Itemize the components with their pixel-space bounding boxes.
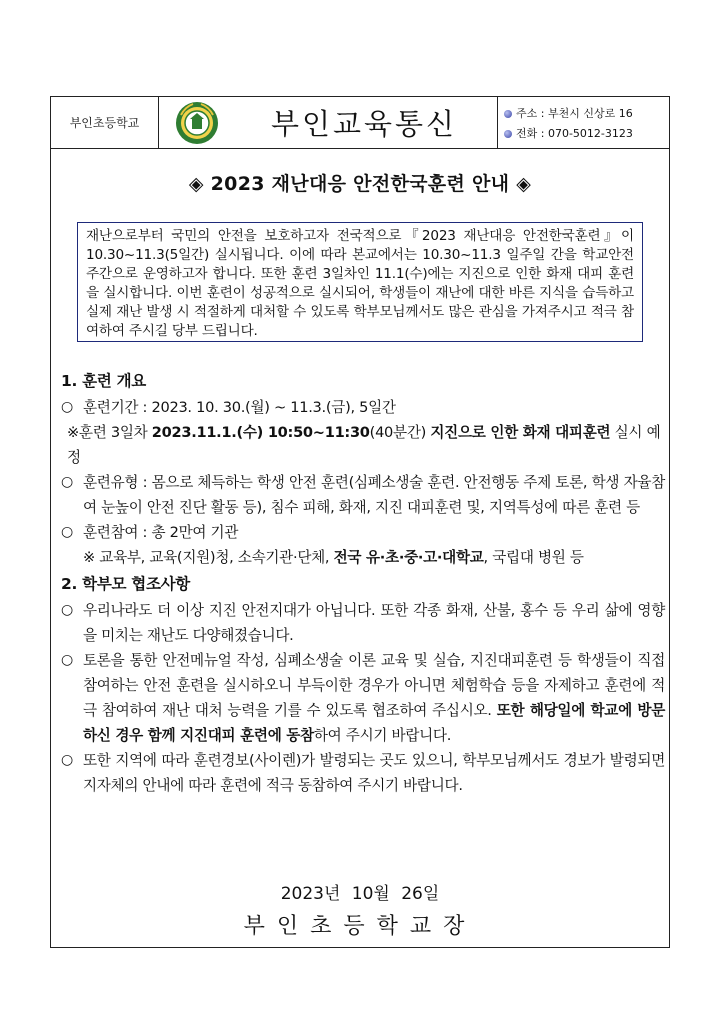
issue-date: 2023년 10월 26일 — [280, 884, 440, 904]
section-2-heading: 2. 학부모 협조사항 — [61, 575, 190, 593]
item2-suffix: 하여 주시기 바랍니다. — [313, 727, 452, 744]
list-item — [61, 648, 665, 748]
note-drill: 지진으로 인한 화재 대피훈련 — [430, 424, 611, 441]
bullet-dot-icon — [504, 130, 512, 138]
circle-bullet-icon: ○ — [61, 652, 73, 668]
part-note-bold: 전국 유·초·중·고·대학교 — [333, 549, 484, 566]
school-name: 부인초등학교 — [51, 97, 159, 148]
part-note-suffix: , 국립대 병원 등 — [483, 549, 584, 566]
list-item — [61, 395, 665, 420]
parent-item-1: 우리나라도 더 이상 지진 안전지대가 아닙니다. 또한 각종 화재, 산불, 홍수 등 우리 삶에 영향을 미치는 재난도 다양해졌습니다. — [83, 602, 665, 644]
item2-bold: 또한 해당일에 학교에 방문하신 경우 함께 지진대피 훈련에 동참 — [83, 702, 666, 744]
newsletter-header — [51, 97, 669, 149]
document-title: ◈ 2023 재난대응 안전한국훈련 안내 ◈ — [188, 173, 532, 195]
part-note-prefix: ※ 교육부, 교육(지원)청, 소속기관·단체, — [83, 549, 334, 566]
bullet-dot-icon — [504, 110, 512, 118]
parent-item-3: 또한 지역에 따라 훈련경보(사이렌)가 발령되는 곳도 있으니, 학부모님께서도 경보가 발령되면 지자체의 안내에 따라 훈련에 적극 동참하여 주시기 바랍니다. — [83, 752, 665, 794]
section-1-heading: 1. 훈련 개요 — [61, 372, 146, 390]
training-period: 훈련기간 : 2023. 10. 30.(월) ~ 11.3.(금), 5일간 — [83, 399, 396, 416]
training-note — [61, 420, 665, 470]
note-prefix: ※훈련 3일차 — [67, 424, 152, 441]
newsletter-frame — [50, 96, 670, 948]
list-item — [61, 520, 665, 545]
circle-bullet-icon: ○ — [61, 602, 73, 618]
circle-bullet-icon: ○ — [61, 524, 73, 540]
note-suffix: 실시 예정 — [67, 424, 661, 466]
note-duration: (40분간) — [369, 424, 431, 441]
school-emblem-icon — [175, 101, 219, 145]
intro-box: 재난으로부터 국민의 안전을 보호하고자 전국적으로『2023 재난대응 안전한국훈련』이 10.30~11.3(5일간) 실시됩니다. 이에 따라 본교에서는 10.30~11.3 일주일 간을 학교안전주간으로 운영하고자 합니다. 또한 훈련 3일차인 11.1(수)에는 지진으로 인한 화재 대피 훈련을 실시합니다. 이번 훈련이 성공적으로 실시되어, 학생들이 재난에 대한 바른 지식을 습득하고 실제 재난 발생 시 적절하게 대처할 수 있도록 학부모님께서도 많은 관심을 가져주시고 적극 참여하여 주시길 당부 드립니다. — [77, 222, 643, 342]
note-date: 2023.11.1.(수) 10:50~11:30 — [151, 424, 370, 441]
list-item — [61, 748, 665, 798]
circle-bullet-icon: ○ — [61, 474, 73, 490]
circle-bullet-icon: ○ — [61, 752, 73, 768]
list-item — [61, 598, 665, 648]
address-text: 주소 : 부천시 신상로 16 — [516, 107, 633, 120]
newsletter-title: 부인교육통신 — [270, 107, 458, 141]
participation-note — [61, 545, 665, 570]
circle-bullet-icon: ○ — [61, 399, 73, 415]
item2-prefix: 토론을 통한 안전메뉴얼 작성, 심폐소생술 이론 교육 및 실습, 지진대피훈련 등 학생들이 직접 참여하는 안전 훈련을 실시하오니 부득이한 경우가 아니면 체험학습 등을 자제하고 훈련에 적극 참여하여 재난 대처 능력을 기를 수 있도록 협조하여 주십시오. — [83, 652, 665, 719]
phone-text: 전화 : 070-5012-3123 — [516, 127, 633, 140]
training-type: 훈련유형 : 몸으로 체득하는 학생 안전 훈련(심폐소생술 훈련. 안전행동 주제 토론, 학생 자율참여 눈높이 안전 진단 활동 등), 침수 피해, 화재, 지진 대피훈련 및, 지역특성에 따른 훈련 등 — [83, 474, 665, 516]
address-row — [504, 104, 669, 124]
phone-row — [504, 124, 669, 144]
parent-item-2 — [83, 648, 665, 748]
contact-info — [497, 97, 669, 148]
training-participation: 훈련참여 : 총 2만여 기관 — [83, 524, 239, 541]
list-item — [61, 470, 665, 520]
document-body — [61, 367, 665, 798]
principal-signature: 부인초등학교장 — [243, 914, 477, 939]
